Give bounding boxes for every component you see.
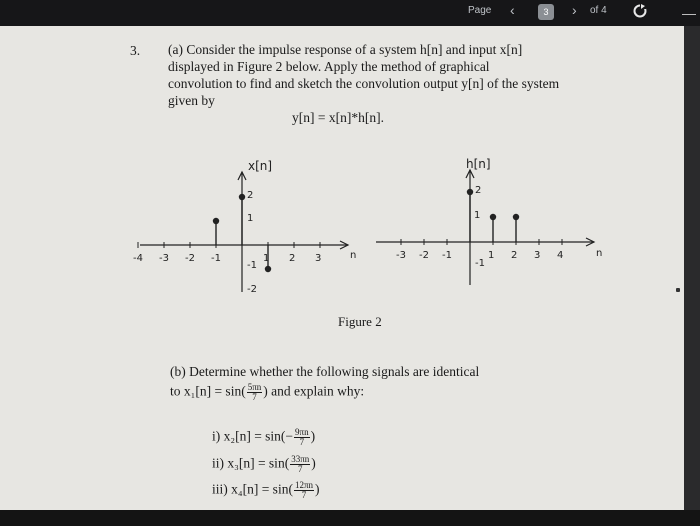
- part-b-denominator: 7: [252, 392, 257, 402]
- part-b-line-1: (b) Determine whether the following signals are identical: [170, 364, 480, 379]
- x-tick-label: -2: [185, 253, 195, 264]
- page-count-label: of 4: [590, 5, 607, 16]
- h-sample-n0: [467, 189, 473, 195]
- item-iii: [212, 481, 319, 500]
- item-ii-fraction: [290, 455, 310, 474]
- part-a-line-3: convolution to find and sketch the convolution output y[n] of the system: [168, 76, 560, 91]
- x-value-label-neg1: -1: [247, 260, 257, 271]
- item-i-fraction: [294, 428, 310, 447]
- h-tick-label: 3: [534, 250, 541, 261]
- item-ii-suffix: ): [311, 455, 316, 471]
- item-ii: [212, 455, 316, 474]
- item-iii-prefix: iii) x₄[n] = sin(: [212, 481, 293, 497]
- h-tick-label: -3: [396, 250, 406, 261]
- h-tick-label: 1: [488, 250, 495, 261]
- x-tick-label: 1: [263, 253, 270, 264]
- item-iii-suffix: ): [314, 481, 320, 497]
- part-a-line-1: (a) Consider the impulse response of a system h[n] and input x[n]: [168, 42, 523, 57]
- x-plot-title: x[n]: [248, 159, 273, 173]
- x-tick-label: -3: [159, 253, 169, 264]
- x-sample-n0: [239, 194, 245, 200]
- convolution-equation: y[n] = x[n]*h[n].: [292, 110, 384, 125]
- part-b-numerator: 5πn: [247, 382, 262, 392]
- x-plot-axis-label: n: [350, 250, 357, 261]
- page-label: Page: [468, 5, 492, 16]
- h-tick-label: 4: [557, 250, 564, 261]
- x-sample-n-1: [213, 218, 219, 224]
- h-plot-title: h[n]: [466, 157, 491, 171]
- item-iii-fraction: [294, 481, 314, 500]
- item-ii-numerator: 33πn: [291, 454, 310, 464]
- part-b-suffix: ) and explain why:: [263, 383, 365, 399]
- refresh-icon[interactable]: [632, 3, 648, 19]
- h-signal-plot: [370, 150, 620, 300]
- item-ii-prefix: ii) x₃[n] = sin(: [212, 455, 290, 471]
- page-number-input[interactable]: 3: [538, 4, 554, 20]
- x-value-label-2: 2: [247, 190, 254, 201]
- item-i-numerator: 9πn: [295, 427, 309, 437]
- h-tick-label: -1: [442, 250, 452, 261]
- viewer-toolbar: [0, 0, 700, 26]
- item-ii-denominator: 7: [297, 464, 303, 474]
- item-i-prefix: i) x₂[n] = sin(−: [212, 428, 294, 444]
- x-tick-label: 3: [315, 253, 322, 264]
- minimize-icon[interactable]: —: [682, 5, 696, 21]
- item-i-denominator: 7: [299, 437, 305, 447]
- h-sample-n1: [490, 214, 496, 220]
- x-value-label-1: 1: [247, 213, 254, 224]
- question-number: 3.: [130, 43, 141, 58]
- h-value-label-1: 1: [474, 210, 481, 221]
- chevron-right-icon[interactable]: ›: [572, 2, 577, 18]
- x-tick-label: -1: [211, 253, 221, 264]
- h-plot-axis-label: n: [596, 248, 603, 259]
- cursor-dot: [676, 288, 680, 292]
- h-value-label-2: 2: [475, 185, 482, 196]
- bottom-edge: [0, 510, 700, 526]
- part-b-fraction: [247, 383, 263, 402]
- x-signal-plot: [130, 150, 365, 300]
- h-tick-label: -2: [419, 250, 429, 261]
- h-tick-label: 2: [511, 250, 518, 261]
- right-edge: [684, 26, 700, 526]
- chevron-left-icon[interactable]: ‹: [510, 2, 515, 18]
- h-sample-n2: [513, 214, 519, 220]
- figure-caption: Figure 2: [338, 314, 382, 329]
- h-value-label-neg1: -1: [475, 258, 485, 269]
- x-tick-label: 2: [289, 253, 296, 264]
- part-a-line-2: displayed in Figure 2 below. Apply the method of graphical: [168, 59, 490, 74]
- item-i: [212, 428, 315, 447]
- item-iii-denominator: 7: [301, 490, 307, 500]
- item-iii-numerator: 12πn: [294, 480, 313, 490]
- part-b-line-2: [170, 383, 364, 402]
- x-sample-n1: [265, 266, 271, 272]
- x-tick-label: -4: [133, 253, 143, 264]
- x-value-label-neg2: -2: [247, 284, 257, 295]
- part-b-prefix: to x₁[n] = sin(: [170, 383, 246, 399]
- part-a-line-4: given by: [168, 93, 215, 108]
- item-i-suffix: ): [310, 428, 316, 444]
